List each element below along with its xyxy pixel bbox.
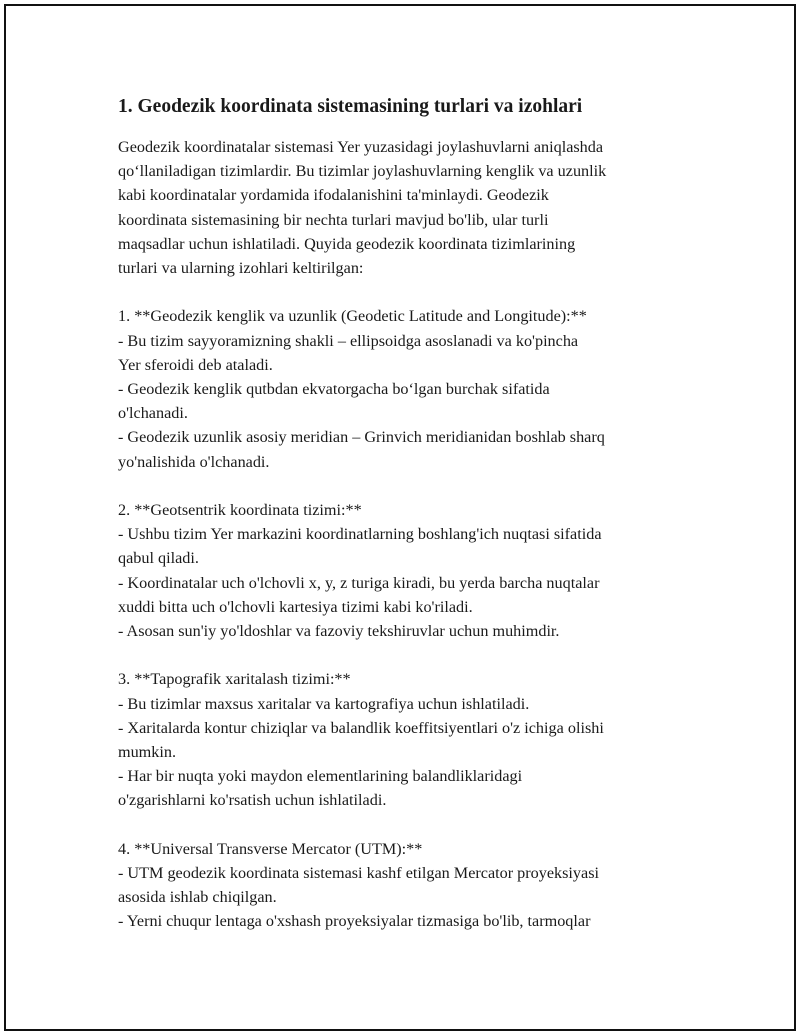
- section-geodetic-lat-long: 1. **Geodezik kenglik va uzunlik (Geodetic Latitude and Longitude):** - Bu tizim sayyoramizning shakli – ellipsoidga asoslanadi va ko'pincha Yer sferoidi deb ataladi. - Geodezik kenglik qutbdan ekvatorgacha bo‘lgan burchak sifatida o'lchanadi. - Geodezik uzunlik asosiy meridian – Grinvich meridianidan boshlab sharq yo'nalishida o'lchanadi.: [118, 307, 605, 471]
- intro-paragraph: Geodezik koordinatalar sistemasi Yer yuzasidagi joylashuvlarni aniqlashda qo‘llaniladigan tizimlardir. Bu tizimlar joylashuvlarning kenglik va uzunlik kabi koordinatalar yordamida ifodalanishini ta'minlaydi. Geodezik koordinata sistemasining bir nechta turlari mavjud bo'lib, ular turli maqsadlar uchun ishlatiladi. Quyida geodezik koordinata tizimlarining turlari va ularning izohlari keltirilgan:: [118, 138, 607, 278]
- document-body: [118, 94, 698, 934]
- section-utm: 4. **Universal Transverse Mercator (UTM):** - UTM geodezik koordinata sistemasi kashf etilgan Mercator proyeksiyasi asosida ishlab chiqilgan. - Yerni chuqur lentaga o'xshash proyeksiyalar tizmasiga bo'lib, tarmoqlar: [118, 839, 599, 931]
- section-topographic: 3. **Tapografik xaritalash tizimi:** - Bu tizimlar maxsus xaritalar va kartografiya uchun ishlatiladi. - Xaritalarda kontur chiziqlar va balandlik koeffitsiyentlari o'z ichiga olishi mumkin. - Har bir nuqta yoki maydon elementlarining balandliklaridagi o'zgarishlarni ko'rsatish uchun ishlatiladi.: [118, 670, 604, 810]
- paragraph-gap: [118, 474, 698, 498]
- document-title: 1. Geodezik koordinata sistemasining turlari va izohlari: [118, 96, 583, 117]
- paragraph-gap: [118, 280, 698, 304]
- section-geocentric: 2. **Geotsentrik koordinata tizimi:** - Ushbu tizim Yer markazini koordinatlarning boshlang'ich nuqtasi sifatida qabul qiladi. - Koordinatalar uch o'lchovli x, y, z turiga kiradi, bu yerda barcha nuqtalar xuddi bitta uch o'lchovli kartesiya tizimi kabi ko'riladi. - Asosan sun'iy yo'ldoshlar va fazoviy tekshiruvlar uchun muhimdir.: [118, 501, 602, 641]
- paragraph-gap: [118, 643, 698, 667]
- paragraph-gap: [118, 813, 698, 837]
